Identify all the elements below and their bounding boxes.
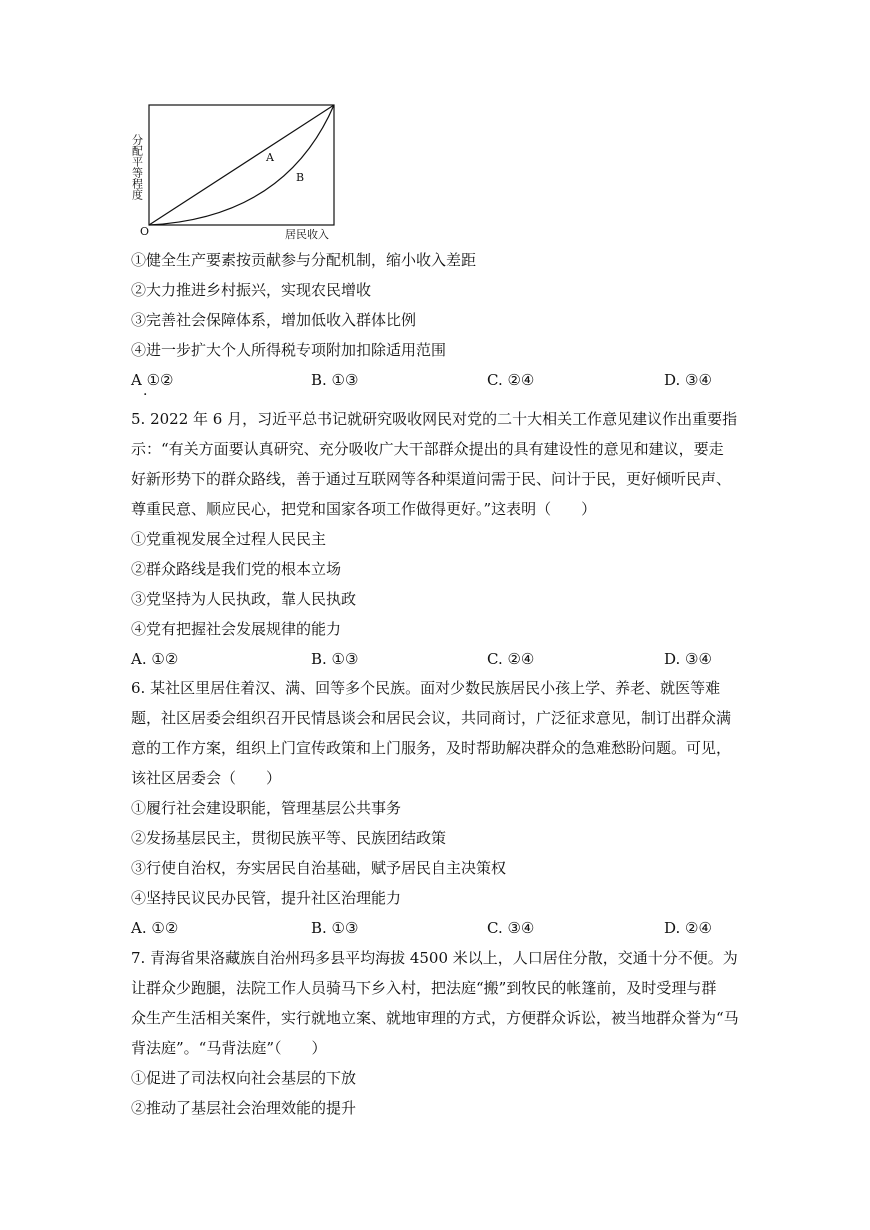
q7-stem-line-4: 背法庭”。“马背法庭”（ ）: [131, 1039, 327, 1057]
q4-statement-2: ②大力推进乡村振兴，实现农民增收: [131, 281, 372, 299]
x-axis-label: 居民收入: [285, 228, 329, 241]
q6-option-a: A. ①②: [131, 919, 179, 937]
q5-stem-line-2: 示：“有关方面要认真研究、充分吸收广大干部群众提出的具有建设性的意见和建议，要走: [131, 440, 724, 458]
q7-stem-line-2: 让群众少跑腿，法院工作人员骑马下乡入村，把法庭“搬”到牧民的帐篷前，及时受理与群: [131, 979, 717, 997]
q6-option-d: D. ②④: [664, 919, 712, 937]
q4-option-a: A ①②: [131, 371, 174, 389]
q5-stem-line-1: 5. 2022 年 6 月，习近平总书记就研究吸收网民对党的二十大相关工作意见建议作出重要指: [131, 410, 738, 428]
q6-statement-3: ③行使自治权，夯实居民自治基础，赋予居民自主决策权: [131, 859, 507, 877]
origin-label: O: [140, 225, 150, 238]
distribution-figure: [125, 98, 340, 244]
q7-statement-2: ②推动了基层社会治理效能的提升: [131, 1099, 357, 1117]
q4-statement-1: ①健全生产要素按贡献参与分配机制，缩小收入差距: [131, 251, 477, 269]
q6-option-c: C. ③④: [487, 919, 535, 937]
q5-stem-line-3: 好新形势下的群众路线，善于通过互联网等各种渠道问需于民、问计于民，更好倾听民声、: [131, 470, 732, 488]
q5-statement-1: ①党重视发展全过程人民民主: [131, 530, 327, 548]
q6-stem-line-2: 题，社区居委会组织召开民情恳谈会和居民会议，共同商讨，广泛征求意见，制订出群众满: [131, 709, 732, 727]
q4-option-a-dot: ·: [143, 387, 148, 403]
q4-option-d: D. ③④: [664, 371, 712, 389]
curve-a-label: A: [266, 151, 274, 164]
q5-statement-3: ③党坚持为人民执政，靠人民执政: [131, 590, 357, 608]
q6-stem-line-1: 6. 某社区里居住着汉、满、回等多个民族。面对少数民族居民小孩上学、养老、就医等难: [131, 679, 721, 697]
q6-statement-4: ④坚持民议民办民管，提升社区治理能力: [131, 889, 402, 907]
q7-stem-line-3: 众生产生活相关案件，实行就地立案、就地审理的方式，方便群众诉讼，被当地群众誉为“马: [131, 1009, 739, 1027]
q6-stem-line-3: 意的工作方案，组织上门宣传政策和上门服务，及时帮助解决群众的急难愁盼问题。可见，: [131, 739, 732, 757]
q4-statement-4: ④进一步扩大个人所得税专项附加扣除适用范围: [131, 341, 447, 359]
q6-statement-2: ②发扬基层民主，贯彻民族平等、民族团结政策: [131, 829, 447, 847]
q5-statement-4: ④党有把握社会发展规律的能力: [131, 620, 342, 638]
q5-option-b: B. ①③: [311, 650, 359, 668]
y-axis-label: 分配平等程度: [130, 134, 144, 200]
q4-option-c: C. ②④: [487, 371, 535, 389]
q6-stem-line-4: 该社区居委会（ ）: [131, 769, 282, 787]
q5-stem-line-4: 尊重民意、顺应民心，把党和国家各项工作做得更好。”这表明（ ）: [131, 500, 597, 518]
curve-a-line: [149, 105, 334, 225]
q4-statement-3: ③完善社会保障体系，增加低收入群体比例: [131, 311, 417, 329]
q5-statement-2: ②群众路线是我们党的根本立场: [131, 560, 342, 578]
q7-stem-line-1: 7. 青海省果洛藏族自治州玛多县平均海拔 4500 米以上，人口居住分散，交通十分不便。为: [131, 949, 738, 967]
q5-option-d: D. ③④: [664, 650, 712, 668]
q7-statement-1: ①促进了司法权向社会基层的下放: [131, 1069, 357, 1087]
q6-option-b: B. ①③: [311, 919, 359, 937]
q4-option-b: B. ①③: [311, 371, 359, 389]
q5-option-a: A. ①②: [131, 650, 179, 668]
curve-b-label: B: [296, 171, 305, 184]
q5-option-c: C. ②④: [487, 650, 535, 668]
q6-statement-1: ①履行社会建设职能，管理基层公共事务: [131, 799, 402, 817]
